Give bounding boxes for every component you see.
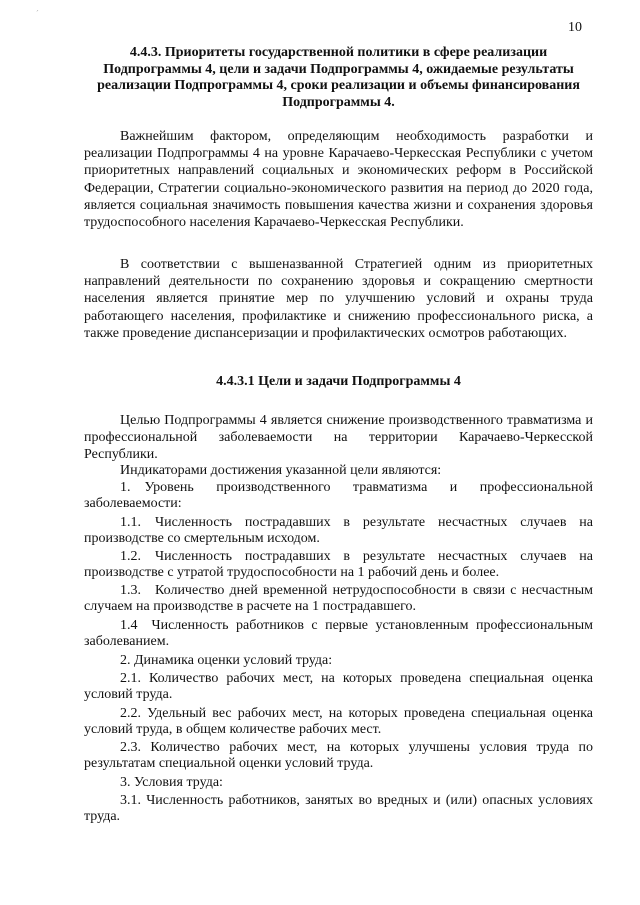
intro-paragraph-1: Важнейшим фактором, определяющим необходимость разработки и реализации Подпрограммы 4 на уровне Карачаево-Черкесская Республики с учетом приоритетных направлений социальных и экономических реформ в Российской Федерации, Стратегии социально-экономического развития на период до 2020 года, является социальная значимость повышения качества жизни и сохранения здоровья трудоспособного населения Карачаево-Черкесская Республики.: [84, 129, 593, 231]
section-title: 4.4.3. Приоритеты государственной политики в сфере реализации Подпрограммы 4, цели и задачи Подпрограммы 4, ожидаемые результаты реализации Подпрограммы 4, сроки реализации и объемы финансирования Подпрограммы 4.: [97, 45, 580, 110]
corner-mark: ´: [36, 9, 39, 18]
indicator-item: 1. Уровень производственного травматизма и профессиональной заболеваемости:: [84, 480, 593, 512]
subsection-title: 4.4.3.1 Цели и задачи Подпрограммы 4: [216, 374, 461, 389]
indicator-item: 1.2. Численность пострадавших в результате несчастных случаев на производстве с утратой трудоспособности на 1 рабочий день и более.: [84, 549, 593, 581]
indicators-intro: Индикаторами достижения указанной цели являются:: [120, 463, 442, 478]
goal-paragraph: Целью Подпрограммы 4 является снижение производственного травматизма и профессиональной заболеваемости на территории Карачаево-Черкесской Республики.: [84, 413, 593, 463]
indicator-item: 2. Динамика оценки условий труда:: [120, 653, 333, 668]
indicator-item: 2.1. Количество рабочих мест, на которых проведена специальная оценка условий труда.: [84, 671, 593, 703]
indicator-item: 1.1. Численность пострадавших в результате несчастных случаев на производстве со смертельным исходом.: [84, 515, 593, 547]
indicator-item: 3.1. Численность работников, занятых во вредных и (или) опасных условиях труда.: [84, 793, 593, 825]
indicator-item: 1.4 Численность работников с первые установленным профессиональным заболеванием.: [84, 618, 593, 650]
indicator-item: 2.3. Количество рабочих мест, на которых улучшены условия труда по результатам специальной оценки условий труда.: [84, 740, 593, 772]
indicator-item: 1.3. Количество дней временной нетрудоспособности в связи с несчастным случаем на производстве в расчете на 1 пострадавшего.: [84, 583, 593, 615]
indicator-item: 2.2. Удельный вес рабочих мест, на которых проведена специальная оценка условий труда, в общем количестве рабочих мест.: [84, 706, 593, 738]
page-number: 10: [568, 20, 582, 35]
intro-paragraph-2: В соответствии с вышеназванной Стратегией одним из приоритетных направлений деятельности по сохранению здоровья и сокращению смертности населения является принятие мер по улучшению условий и охраны труда работающего населения, профилактике и снижению профессионального риска, а также проведение диспансеризации и профилактических осмотров работающих.: [84, 257, 593, 341]
indicator-item: 3. Условия труда:: [120, 775, 223, 790]
